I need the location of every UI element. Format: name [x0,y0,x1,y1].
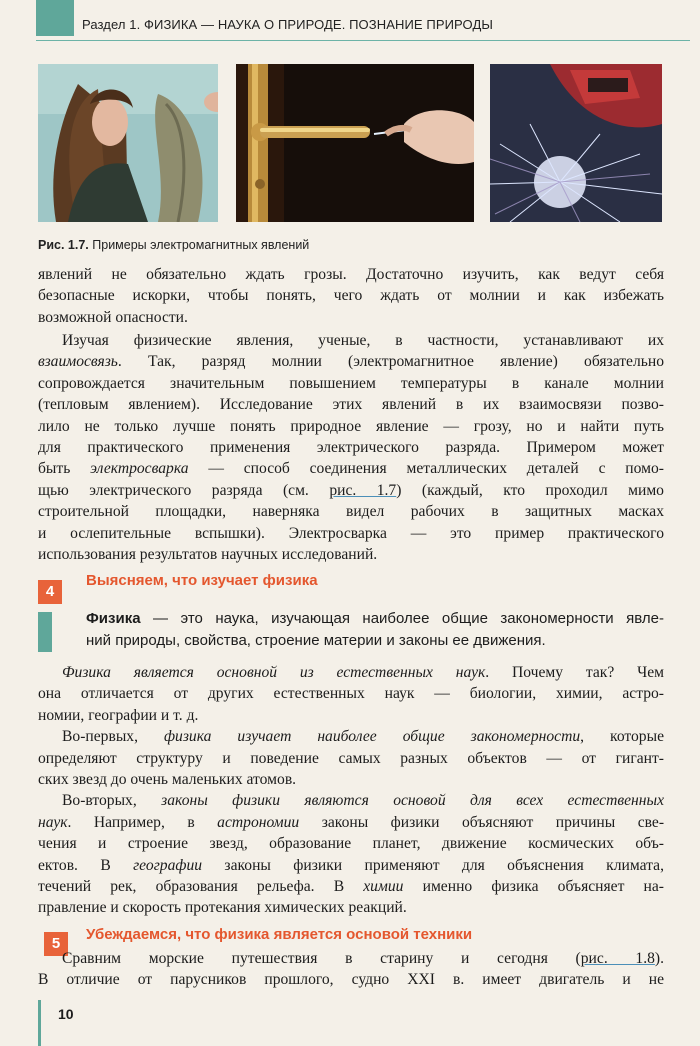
text-line: использования результатов научных исследований. [38,546,378,564]
text-line: строительной площадки, наверняка видел рабочих в защитных масках [38,503,664,521]
text-span: щью электрического разряда (см. [38,481,330,499]
text-span: Во-первых, [62,728,164,746]
text-span: ектов. В [38,856,134,874]
text-line: ний природы, свойства, строение материи и законы ее движения. [86,632,546,649]
text-line: Изучая физические явления, ученые, в частности, устанавливают их [62,332,664,349]
section-5-body [38,948,664,991]
text-line [38,876,664,897]
definition-term: Физика [86,610,141,627]
text-span: именно физика объясняет на- [403,878,664,896]
text-line: определяют структуру и поведение самых разных объектов — от гигант- [38,749,664,767]
text-span: законы физики применяют для объяснения климата, [202,856,664,874]
text-line [38,662,664,683]
text-line [38,351,664,372]
physics-definition [86,608,664,652]
section-5-title: Убеждаемся, что физика является основой техники [86,926,473,943]
text-line [86,608,664,630]
figure-label: Рис. 1.7. [38,238,89,252]
section-5-number: 5 [44,932,68,956]
text-line: (тепловым явлением). Исследование этих явлений в их взаимосвязи позво- [38,396,664,414]
text-span: Во-вторых, [62,792,162,810]
text-line: В отличие от парусников прошлого, судно XXI в. имеет двигатель и не [38,971,664,989]
text-line: ских звезд до очень маленьких атомов. [38,771,297,789]
text-line [38,458,664,479]
text-line: номии, географии и т. д. [38,706,199,724]
text-span: . Например, в [67,813,218,831]
text-line: сопровождается значительным повышением температуры в канале молнии [38,374,664,392]
text-line: она отличается от других естественных наук — биологии, химии, астро- [38,685,664,703]
emphasis: географии [133,856,203,874]
text-line [38,812,664,833]
text-line [38,790,664,811]
woman-static-hair-photo [38,64,218,222]
figure-caption-text: Примеры электромагнитных явлений [92,238,310,252]
text-span: ). [654,950,664,967]
text-line: и ослепительные вспышки). Электросварка — это пример практического [38,524,664,542]
interrelation-paragraph [38,330,664,565]
text-span: — способ соединения металлических деталей с помо- [188,460,664,478]
emphasis: Физика является основной из естественных наук [62,664,486,681]
text-line: чения и строение звезд, образование планет, движение космических объ- [38,835,664,853]
figure-1-7-link[interactable]: рис. 1.7 [329,481,397,499]
figure-1-8-link[interactable]: рис. 1.8 [580,950,655,967]
text-line: правление и скорость протекания химических реакций. [38,899,407,917]
text-span: . Почему так? Чем [485,664,664,681]
text-line [38,855,664,876]
figure-caption [38,238,309,252]
running-header: Раздел 1. ФИЗИКА — НАУКА О ПРИРОДЕ. ПОЗНАНИЕ ПРИРОДЫ [82,17,493,32]
text-line [38,726,664,747]
text-span: — это наука, изучающая наиболее общие закономерности явле- [140,610,664,627]
page-number-bar [38,1000,41,1046]
text-span: законы физики объясняют причины све- [299,813,665,831]
text-line [38,948,664,969]
text-span: быть [38,460,91,478]
welding-photo [490,64,662,222]
emphasis: законы физики являются основой для всех естественных [161,792,664,810]
text-line: явлений не обязательно ждать грозы. Достаточно изучить, как ведут себя [38,266,664,283]
emphasis: астрономии [217,813,300,831]
emphasis: химии [363,878,404,896]
text-span: , которые [580,728,665,746]
emphasis: взаимосвязь [38,353,118,371]
definition-bar [38,612,52,652]
text-line: лило не только лучше понять природное явление — грозу, но и найти путь [38,417,664,435]
text-line: для практического применения электрического разряда. Примером может [38,439,664,457]
emphasis: наук [38,813,68,831]
header-color-block [36,0,74,36]
door-handle-spark-photo [236,64,474,222]
text-line: безопасные искорки, чтобы понять, чего ждать от молнии и как избежать [38,287,664,305]
emphasis: электросварка [90,460,189,478]
text-span: Сравним морские путешествия в старину и сегодня ( [62,950,581,967]
text-line [38,480,664,501]
section-4-body [38,662,664,919]
text-span: ) (каждый, кто проходил мимо [396,481,664,499]
section-4-number: 4 [38,580,62,604]
header-rule [36,40,690,41]
emphasis: физика изучает наиболее общие закономерности [163,728,581,746]
page-number: 10 [58,1006,74,1022]
text-line: возможной опасности. [38,308,188,326]
intro-paragraph [38,264,664,328]
section-4-title: Выясняем, что изучает физика [86,572,318,589]
text-span: течений рек, образования рельефа. В [38,878,364,896]
text-span: . Так, разряд молнии (электромагнитное явление) обязательно [117,353,664,371]
